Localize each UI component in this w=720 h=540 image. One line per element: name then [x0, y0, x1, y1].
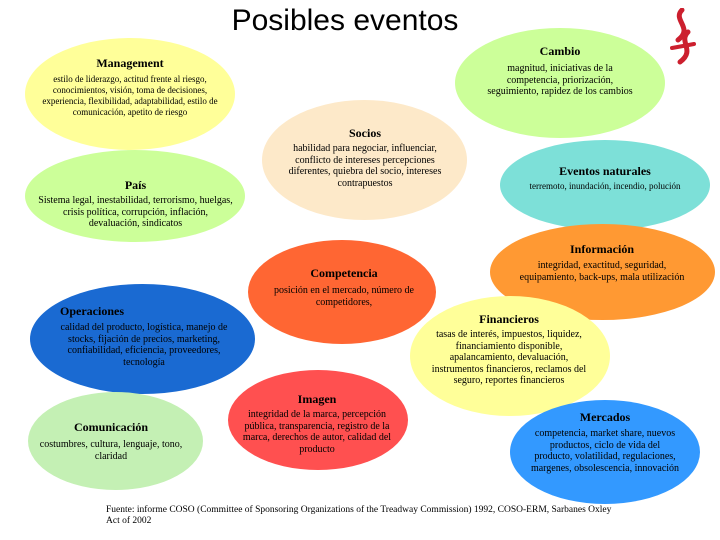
event-eventos-naturales-desc: terremoto, inundación, incendio, polución: [529, 181, 681, 191]
event-socios: [285, 126, 445, 189]
event-imagen-name: Imagen: [297, 392, 337, 406]
event-financieros-desc: tasas de interés, impuestos, liquidez, financiamiento disponible, apalancamiento, devaluación, instrumentos financieros, reclamos del seguro, reportes financieros: [431, 329, 587, 386]
event-socios-name: Socios: [348, 126, 381, 140]
event-eventos-naturales-name: Eventos naturales: [559, 164, 651, 178]
event-mercados-name: Mercados: [579, 410, 631, 424]
event-pais-name: País: [124, 178, 147, 192]
brand-logo: [664, 8, 700, 70]
event-pais: [38, 178, 233, 230]
event-competencia-desc: posición en el mercado, número de competidores,: [274, 285, 414, 308]
event-operaciones: [60, 304, 228, 368]
event-informacion-name: Información: [570, 242, 634, 256]
event-operaciones-name: Operaciones: [60, 304, 124, 318]
event-operaciones-desc: calidad del producto, logística, manejo de stocks, fijación de precios, marketing, confiabilidad, eficiencia, proveedores, tecnología: [60, 322, 228, 368]
event-financieros-name: Financieros: [479, 312, 539, 326]
event-cambio-desc: magnitud, iniciativas de la competencia, priorización, seguimiento, rapidez de los cambios: [487, 63, 633, 97]
event-competencia-name: Competencia: [310, 266, 378, 280]
event-cambio: [480, 44, 640, 98]
event-comunicacion: [36, 420, 186, 462]
event-informacion: [510, 242, 694, 283]
event-management-name: Management: [96, 56, 164, 70]
event-mercados-desc: competencia, market share, nuevos productos, ciclo de vida del producto, volatilidad, regulaciones, margenes, obsolescencia, innovación: [530, 428, 680, 474]
event-comunicacion-name: Comunicación: [73, 420, 148, 434]
event-eventos-naturales: [512, 164, 698, 192]
event-financieros: [425, 312, 593, 387]
slide-title: Posibles eventos: [231, 4, 459, 37]
event-management-desc: estilo de liderazgo, actitud frente al riesgo, conocimientos, visión, toma de decisiones, experiencia, flexibilidad, adaptabilidad, estilo de comunicación, apetito de riesgo: [42, 74, 218, 117]
event-imagen: [238, 392, 396, 455]
event-competencia: [270, 266, 418, 308]
event-informacion-desc: integridad, exactitud, seguridad, equipamiento, back-ups, mala utilización: [519, 260, 685, 283]
event-imagen-desc: integridad de la marca, percepción pública, transparencia, registro de la marca, derechos de autor, calidad del producto: [242, 409, 392, 455]
event-cambio-name: Cambio: [539, 44, 581, 58]
event-socios-desc: habilidad para negociar, influenciar, conflicto de intereses percepciones diferentes, quiebra del socio, intereses contrapuestos: [288, 143, 442, 189]
event-management: [40, 56, 220, 118]
event-pais-desc: Sistema legal, inestabilidad, terrorismo, huelgas, crisis política, corrupción, inflación, devaluación, sindicatos: [38, 195, 233, 229]
event-comunicacion-desc: costumbres, cultura, lenguaje, tono, claridad: [39, 439, 183, 462]
event-mercados: [530, 410, 680, 474]
source-footer: Fuente: informe COSO (Committee of Sponsoring Organizations of the Treadway Commission) 1992, COSO-ERM, Sarbanes Oxley Act of 2002: [106, 505, 612, 526]
